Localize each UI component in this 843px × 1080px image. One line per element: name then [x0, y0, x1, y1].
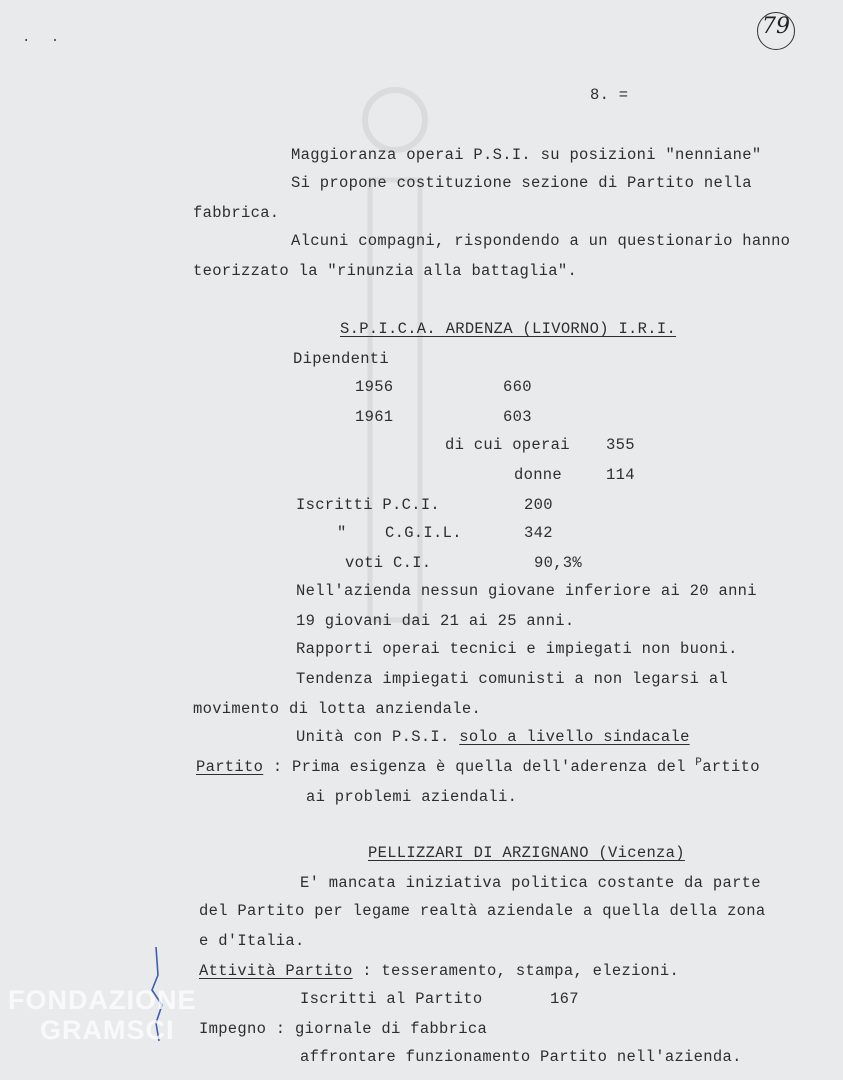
intro-line-2: Si propone costituzione sezione di Partito nella	[291, 174, 752, 192]
intro-line-1: Maggioranza operai P.S.I. su posizioni "nenniane"	[291, 146, 762, 164]
partito-end: artito	[702, 758, 760, 776]
year-1961: 1961	[355, 408, 394, 426]
partito-line	[196, 758, 760, 776]
partito-text: : Prima esigenza è quella dell'aderenza del	[263, 758, 696, 776]
iscritti-pci-value: 200	[524, 496, 553, 514]
ditto-mark: "	[337, 524, 347, 542]
cgil-value: 342	[524, 524, 553, 542]
folio-number: 79	[762, 14, 790, 39]
pellizzari-para-3: e d'Italia.	[199, 932, 305, 950]
corner-dots: . .	[22, 30, 66, 46]
value-1956: 660	[503, 378, 532, 396]
intro-line-4: Alcuni compagni, rispondendo a un questionario hanno	[291, 232, 791, 250]
donne-value: 114	[606, 466, 635, 484]
attivita-label: Attività Partito	[199, 962, 353, 980]
intro-line-3: fabbrica.	[193, 204, 280, 222]
value-1961: 603	[503, 408, 532, 426]
intro-line-5: teorizzato la "rinunzia alla battaglia".	[193, 262, 578, 280]
spica-para-3: Rapporti operai tecnici e impiegati non buoni.	[296, 640, 738, 658]
pellizzari-para-1: E' mancata iniziativa politica costante da parte	[300, 874, 761, 892]
operai-value: 355	[606, 436, 635, 454]
iscritti-pci-label: Iscritti P.C.I.	[296, 496, 441, 514]
cgil-label: C.G.I.L.	[385, 524, 462, 542]
page-number: 8. =	[590, 86, 629, 104]
impegno-line-2: affrontare funzionamento Partito nell'azienda.	[300, 1048, 742, 1066]
partito-line-2: ai problemi aziendali.	[306, 788, 518, 806]
pellizzari-para-2: del Partito per legame realtà aziendale a quella della zona	[199, 902, 766, 920]
voti-ci-label: voti C.I.	[345, 554, 432, 572]
donne-label: donne	[514, 466, 563, 484]
unita-prefix: Unità con P.S.I.	[296, 728, 460, 746]
spica-para-5: movimento di lotta anziendale.	[193, 700, 482, 718]
spica-para-4: Tendenza impiegati comunisti a non legarsi al	[296, 670, 729, 688]
year-1956: 1956	[355, 378, 394, 396]
partito-superscript: P	[695, 756, 703, 769]
dipendenti-label: Dipendenti	[293, 350, 390, 368]
di-cui-operai-label: di cui operai	[445, 436, 570, 454]
iscritti-partito-label: Iscritti al Partito	[300, 990, 483, 1008]
attivita-line	[199, 962, 679, 980]
spica-para-1: Nell'azienda nessun giovane inferiore ai 20 anni	[296, 582, 757, 600]
impegno-line: Impegno : giornale di fabbrica	[199, 1020, 488, 1038]
iscritti-partito-value: 167	[550, 990, 579, 1008]
pellizzari-heading: PELLIZZARI DI ARZIGNANO (Vicenza)	[368, 844, 685, 862]
partito-label: Partito	[196, 758, 264, 776]
unita-underlined: solo a livello sindacale	[459, 728, 690, 746]
spica-heading: S.P.I.C.A. ARDENZA (LIVORNO) I.R.I.	[340, 320, 677, 338]
attivita-text: : tesseramento, stampa, elezioni.	[352, 962, 680, 980]
voti-ci-value: 90,3%	[534, 554, 583, 572]
unita-line	[296, 728, 690, 746]
spica-para-2: 19 giovani dai 21 ai 25 anni.	[296, 612, 575, 630]
foundation-watermark-line2: GRAMSCI	[40, 1015, 175, 1045]
foundation-watermark-line1: FONDAZIONE	[8, 985, 197, 1015]
